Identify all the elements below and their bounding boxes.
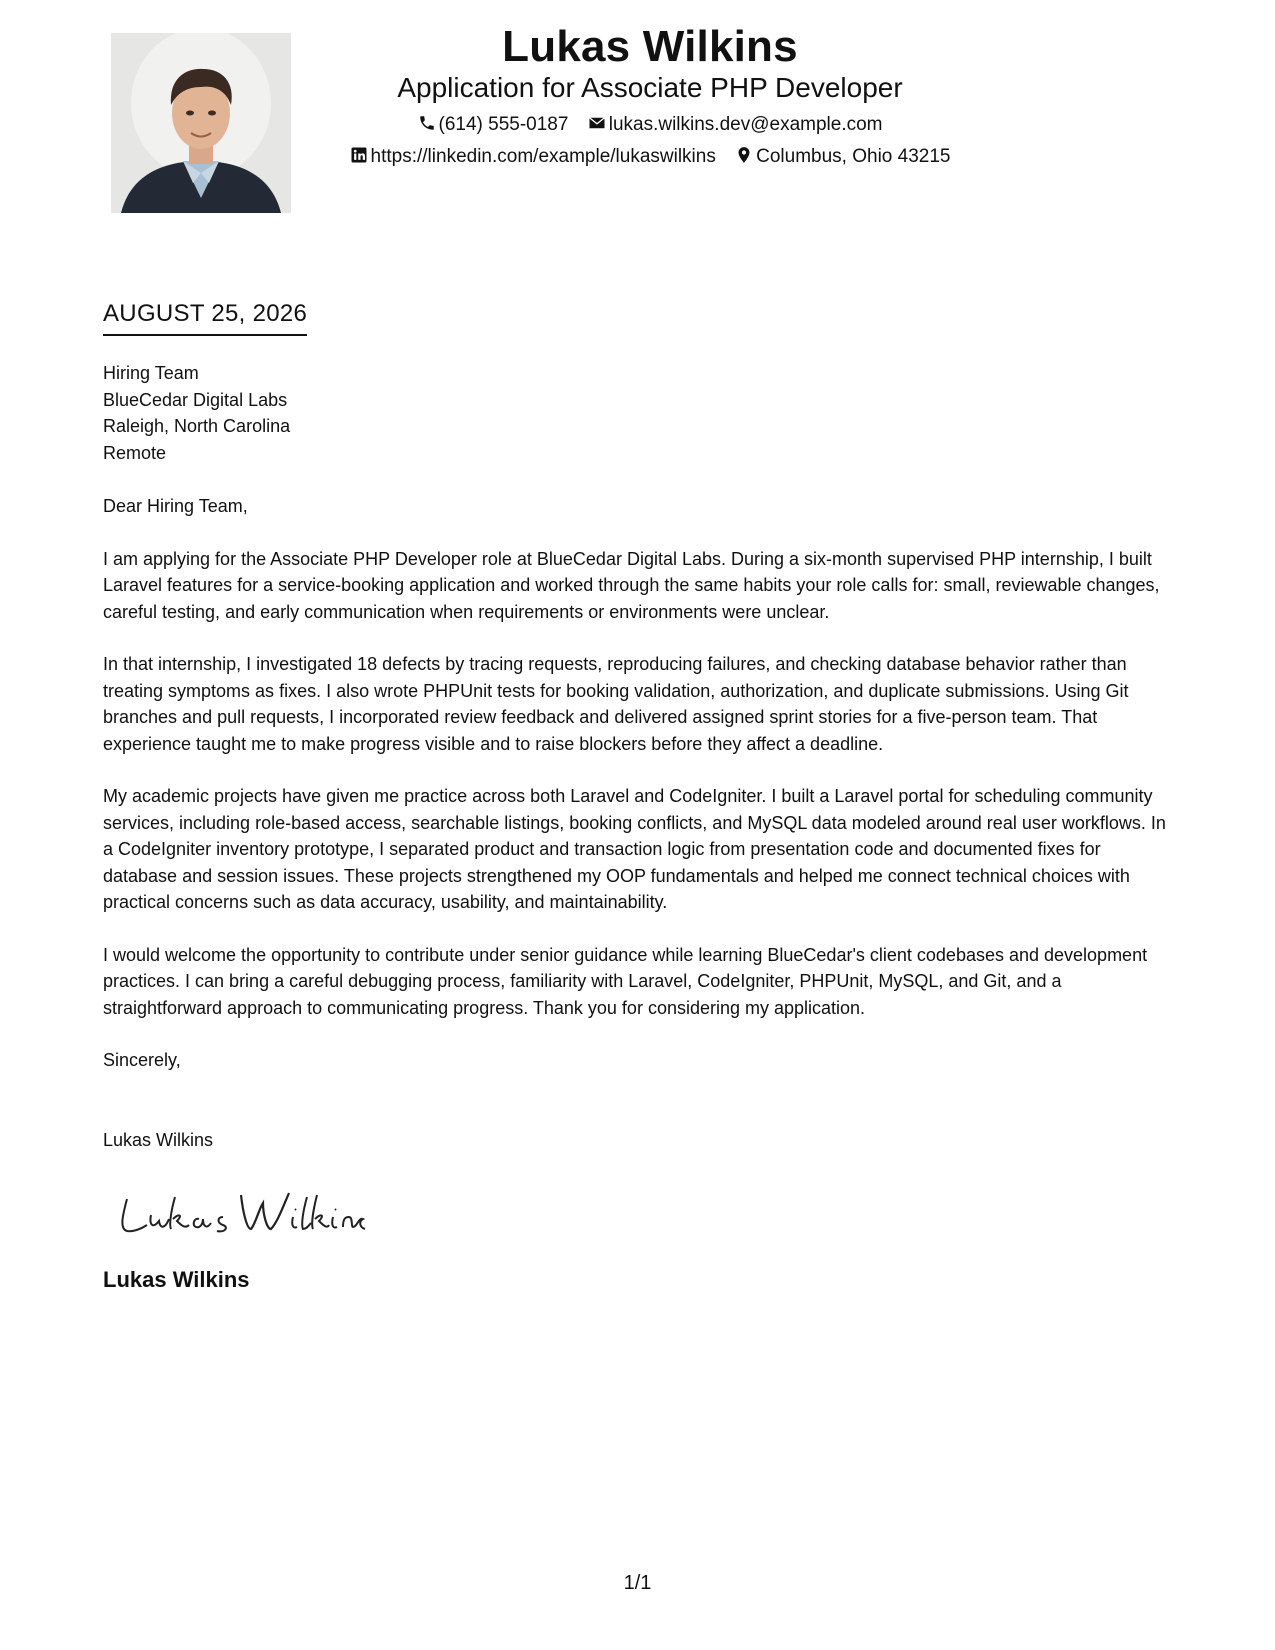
contact-row-2	[0, 146, 1275, 168]
email-text[interactable]: lukas.wilkins.dev@example.com	[608, 114, 883, 135]
signoff-name: Lukas Wilkins	[103, 1129, 214, 1150]
letter-body	[103, 360, 1178, 1294]
body-paragraph: In that internship, I investigated 18 defects by tracing requests, reproducing failures, and checking database behavior rather than treating symptoms as fixes. I also wrote PHPUnit tests for booking validation, authorization, and duplicate submissions. Using Git branches and pull requests, I incorporated review feedback and delivered assigned sprint stories for a five-person team. That experience taught me to make progress visible and to raise blockers before they affect a deadline.	[103, 654, 1129, 754]
phone-icon	[418, 114, 436, 132]
linkedin-icon	[350, 146, 368, 164]
handwritten-signature	[113, 1179, 373, 1249]
recipient-line: Raleigh, North Carolina	[103, 416, 291, 436]
application-title: Application for Associate PHP Developer	[397, 72, 903, 103]
recipient-block	[103, 360, 1178, 466]
body-paragraph: I would welcome the opportunity to contribute under senior guidance while learning BlueCedar's client codebases and development practices. I can bring a careful debugging process, familiarity with Laravel, CodeIgniter, PHPUnit, MySQL, and Git, and a straightforward approach to communicating progress. Thank you for considering my application.	[103, 944, 1148, 1018]
contact-linkedin[interactable]	[350, 146, 716, 168]
recipient-line: Hiring Team	[103, 363, 199, 383]
location-text: Columbus, Ohio 43215	[756, 146, 951, 167]
body-paragraph: I am applying for the Associate PHP Developer role at BlueCedar Digital Labs. During a six-month supervised PHP internship, I built Laravel features for a service-booking application and worked through the same habits your role calls for: small, reviewable changes, careful testing, and early communication when requirements or environments were unclear.	[103, 548, 1160, 622]
applicant-name: Lukas Wilkins	[502, 22, 798, 71]
map-pin-icon	[735, 146, 753, 164]
contact-phone	[418, 114, 569, 136]
phone-text: (614) 555-0187	[438, 114, 569, 135]
letter-header	[0, 0, 1275, 230]
contact-location	[735, 146, 950, 168]
contact-row-1	[0, 114, 1275, 136]
body-paragraph: My academic projects have given me practice across both Laravel and CodeIgniter. I built a Laravel portal for scheduling community services, including role-based access, searchable listings, booking conflicts, and MySQL data modeled around real user workflows. In a CodeIgniter inventory prototype, I separated product and transaction logic from presentation code and documented fixes for database and session issues. These projects strengthened my OOP fundamentals and helped me connect technical choices with practical concerns such as data accuracy, usability, and maintainability.	[103, 786, 1166, 912]
closing: Sincerely,	[103, 1050, 181, 1070]
salutation: Dear Hiring Team,	[103, 496, 248, 516]
recipient-line: Remote	[103, 442, 167, 463]
contact-email[interactable]	[588, 114, 883, 136]
recipient-line: BlueCedar Digital Labs	[103, 389, 288, 410]
linkedin-text[interactable]: https://linkedin.com/example/lukaswilkins	[370, 146, 716, 167]
letter-date: AUGUST 25, 2026	[103, 300, 307, 336]
page-number: 1/1	[623, 1572, 652, 1594]
typed-name: Lukas Wilkins	[103, 1267, 250, 1292]
envelope-icon	[588, 114, 606, 132]
